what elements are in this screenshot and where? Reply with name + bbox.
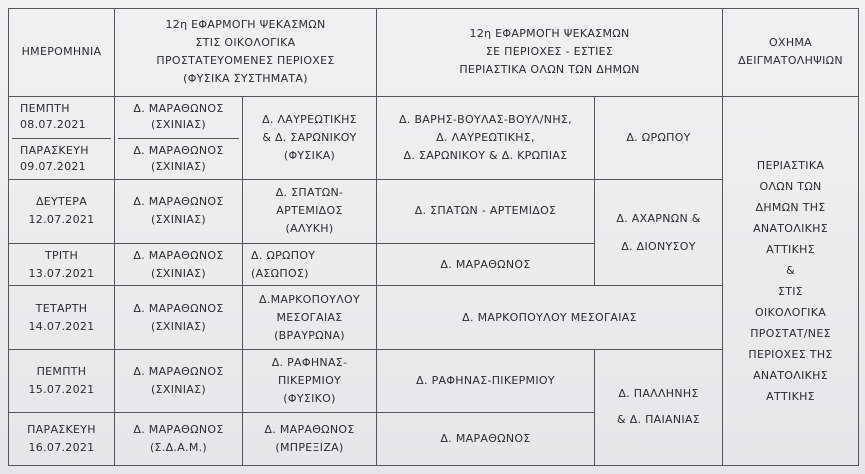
protected-area-cell: Δ. ΜΑΡΑΘΩΝΟΣ (Σ.Δ.Α.Μ.) [115, 412, 243, 465]
hotspot-cell: Δ. ΑΧΑΡΝΩΝ & Δ. ΔΙΟΝΥΣΟΥ [595, 180, 723, 286]
protected-area-cell: Δ. ΜΑΡΑΘΩΝΟΣ (ΣΧΙΝΙΑΣ) [115, 180, 243, 243]
date-cell: ΠΕΜΠΤΗ 15.07.2021 [9, 349, 115, 412]
date-cell: ΔΕΥΤΕΡΑ 12.07.2021 [9, 180, 115, 243]
date-cell: ΤΡΙΤΗ 13.07.2021 [9, 243, 115, 286]
protected-area-cell: Δ. ΜΑΡΑΘΩΝΟΣ (ΜΠΡΕΞΙΖΑ) [243, 412, 377, 465]
spraying-schedule-table [8, 8, 859, 466]
date-column-header: ΗΜΕΡΟΜΗΝΙΑ [9, 9, 115, 97]
hotspot-cell: Δ. ΡΑΦΗΝΑΣ-ΠΙΚΕΡΜΙΟΥ [377, 349, 595, 412]
hotspot-cell: Δ. ΜΑΡΚΟΠΟΥΛΟΥ ΜΕΣΟΓΑΙΑΣ [377, 286, 723, 349]
vehicle-cell: ΠΕΡΙΑΣΤΙΚΑ ΟΛΩΝ ΤΩΝ ΔΗΜΩΝ ΤΗΣ ΑΝΑΤΟΛΙΚΗΣ ΑΤΤΙΚΗΣ & ΣΤΙΣ ΟΙΚΟΛΟΓΙΚΑ ΠΡΟΣΤΑΤ/ΝΕΣ ΠΕΡΙΟΧΕΣ ΤΗΣ ΑΝΑΤΟΛΙΚΗΣ ΑΤΤΙΚΗΣ [723, 96, 859, 465]
protected-areas-header: 12η ΕΦΑΡΜΟΓΗ ΨΕΚΑΣΜΩΝ ΣΤΙΣ ΟΙΚΟΛΟΓΙΚΑ ΠΡΟΣΤΑΤΕΥΟΜΕΝΕΣ ΠΕΡΙΟΧΕΣ (ΦΥΣΙΚΑ ΣΥΣΤΗΜΑΤΑ) [115, 9, 377, 97]
protected-area-cell: Δ.ΜΑΡΚΟΠΟΥΛΟΥ ΜΕΣΟΓΑΙΑΣ (ΒΡΑΥΡΩΝΑ) [243, 286, 377, 349]
hotspot-cell: Δ. ΜΑΡΑΘΩΝΟΣ [377, 412, 595, 465]
protected-area-cell: Δ. ΩΡΩΠΟΥ (ΑΣΩΠΟΣ) [243, 243, 377, 286]
date-cell: ΤΕΤΑΡΤΗ 14.07.2021 [9, 286, 115, 349]
protected-area-cell: Δ. ΣΠΑΤΩΝ- ΑΡΤΕΜΙΔΟΣ (ΑΛΥΚΗ) [243, 180, 377, 243]
protected-area-cell: Δ. ΡΑΦΗΝΑΣ- ΠΙΚΕΡΜΙΟΥ (ΦΥΣΙΚΟ) [243, 349, 377, 412]
protected-area-cell: Δ. ΜΑΡΑΘΩΝΟΣ (ΣΧΙΝΙΑΣ) [115, 349, 243, 412]
date-subcell: ΠΑΡΑΣΚΕΥΗ 09.07.2021 [12, 138, 111, 179]
hotspot-cell: Δ. ΣΠΑΤΩΝ - ΑΡΤΕΜΙΔΟΣ [377, 180, 595, 243]
date-cell: ΠΑΡΑΣΚΕΥΗ 16.07.2021 [9, 412, 115, 465]
protected-area-cell: Δ. ΜΑΡΑΘΩΝΟΣ (ΣΧΙΝΙΑΣ) Δ. ΜΑΡΑΘΩΝΟΣ (ΣΧΙΝΙΑΣ) [115, 96, 243, 180]
vehicle-header: ΟΧΗΜΑ ΔΕΙΓΜΑΤΟΛΗΨΙΩΝ [723, 9, 859, 97]
protected-area-cell: Δ. ΛΑΥΡΕΩΤΙΚΗΣ & Δ. ΣΑΡΩΝΙΚΟΥ (ΦΥΣΙΚΑ) [243, 96, 377, 180]
date-subcell: ΠΕΜΠΤΗ 08.07.2021 [20, 102, 86, 132]
date-cell [9, 96, 115, 180]
hotspot-cell: Δ. ΩΡΩΠΟΥ [595, 96, 723, 180]
hotspot-cell: Δ. ΠΑΛΛΗΝΗΣ & Δ. ΠΑΙΑΝΙΑΣ [595, 349, 723, 465]
hotspot-cell: Δ. ΒΑΡΗΣ-ΒΟΥΛΑΣ-ΒΟΥΛ/ΝΗΣ, Δ. ΛΑΥΡΕΩΤΙΚΗΣ, Δ. ΣΑΡΩΝΙΚΟΥ & Δ. ΚΡΩΠΙΑΣ [377, 96, 595, 180]
table-row [9, 96, 859, 180]
header-row [9, 9, 859, 97]
protected-area-cell: Δ. ΜΑΡΑΘΩΝΟΣ (ΣΧΙΝΙΑΣ) [115, 286, 243, 349]
protected-area-cell: Δ. ΜΑΡΑΘΩΝΟΣ (ΣΧΙΝΙΑΣ) [115, 243, 243, 286]
hotspots-header: 12η ΕΦΑΡΜΟΓΗ ΨΕΚΑΣΜΩΝ ΣΕ ΠΕΡΙΟΧΕΣ - ΕΣΤΙΕΣ ΠΕΡΙΑΣΤΙΚΑ ΟΛΩΝ ΤΩΝ ΔΗΜΩΝ [377, 9, 723, 97]
hotspot-cell: Δ. ΜΑΡΑΘΩΝΟΣ [377, 243, 595, 286]
